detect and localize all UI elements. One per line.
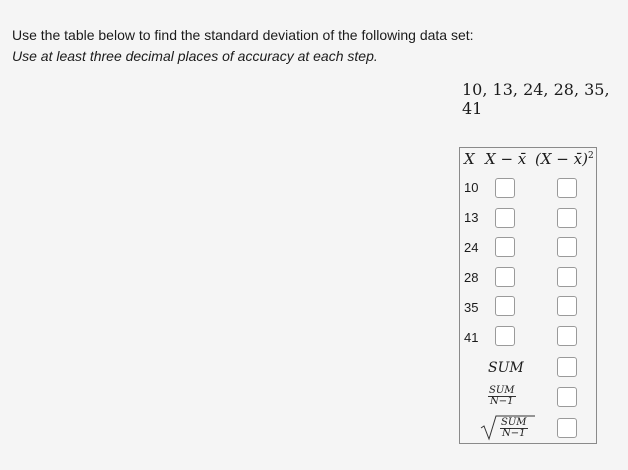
squared-deviation-input-row-5[interactable] (557, 296, 577, 316)
std-dev-table (459, 147, 597, 444)
squared-deviation-input-row-6[interactable] (557, 326, 577, 346)
row-value: 35 (464, 300, 479, 315)
squared-deviation-input-row-4[interactable] (557, 267, 577, 287)
row-value: 10 (464, 180, 479, 195)
deviation-input-row-3[interactable] (495, 237, 515, 257)
squared-deviation-input-row-1[interactable] (557, 178, 577, 198)
std-dev-input[interactable] (557, 418, 577, 438)
variance-fraction: SUM N−1 (489, 385, 515, 407)
row-value: 41 (464, 330, 479, 345)
row-value: 13 (464, 210, 479, 225)
variance-input[interactable] (557, 387, 577, 407)
deviation-input-row-1[interactable] (495, 178, 515, 198)
instruction-line-1: Use the table below to find the standard deviation of the following data set: (12, 27, 474, 43)
deviation-input-row-6[interactable] (495, 326, 515, 346)
header-x: X (464, 150, 475, 168)
squared-deviation-input-row-2[interactable] (557, 208, 577, 228)
instruction-line-2: Use at least three decimal places of accuracy at each step. (12, 48, 378, 64)
deviation-input-row-4[interactable] (495, 267, 515, 287)
row-value: 24 (464, 240, 479, 255)
data-set: 10, 13, 24, 28, 35, 41 (462, 80, 610, 118)
sum-label: SUM (488, 360, 524, 376)
deviation-input-row-2[interactable] (495, 208, 515, 228)
deviation-input-row-5[interactable] (495, 296, 515, 316)
std-dev-fraction: SUM N−1 (501, 417, 527, 439)
sum-input[interactable] (557, 357, 577, 377)
squared-deviation-input-row-3[interactable] (557, 237, 577, 257)
row-value: 28 (464, 270, 479, 285)
header-squared-deviation: (X − x̄)$^2$ (535, 150, 594, 168)
header-deviation: X − x̄ (485, 150, 527, 168)
